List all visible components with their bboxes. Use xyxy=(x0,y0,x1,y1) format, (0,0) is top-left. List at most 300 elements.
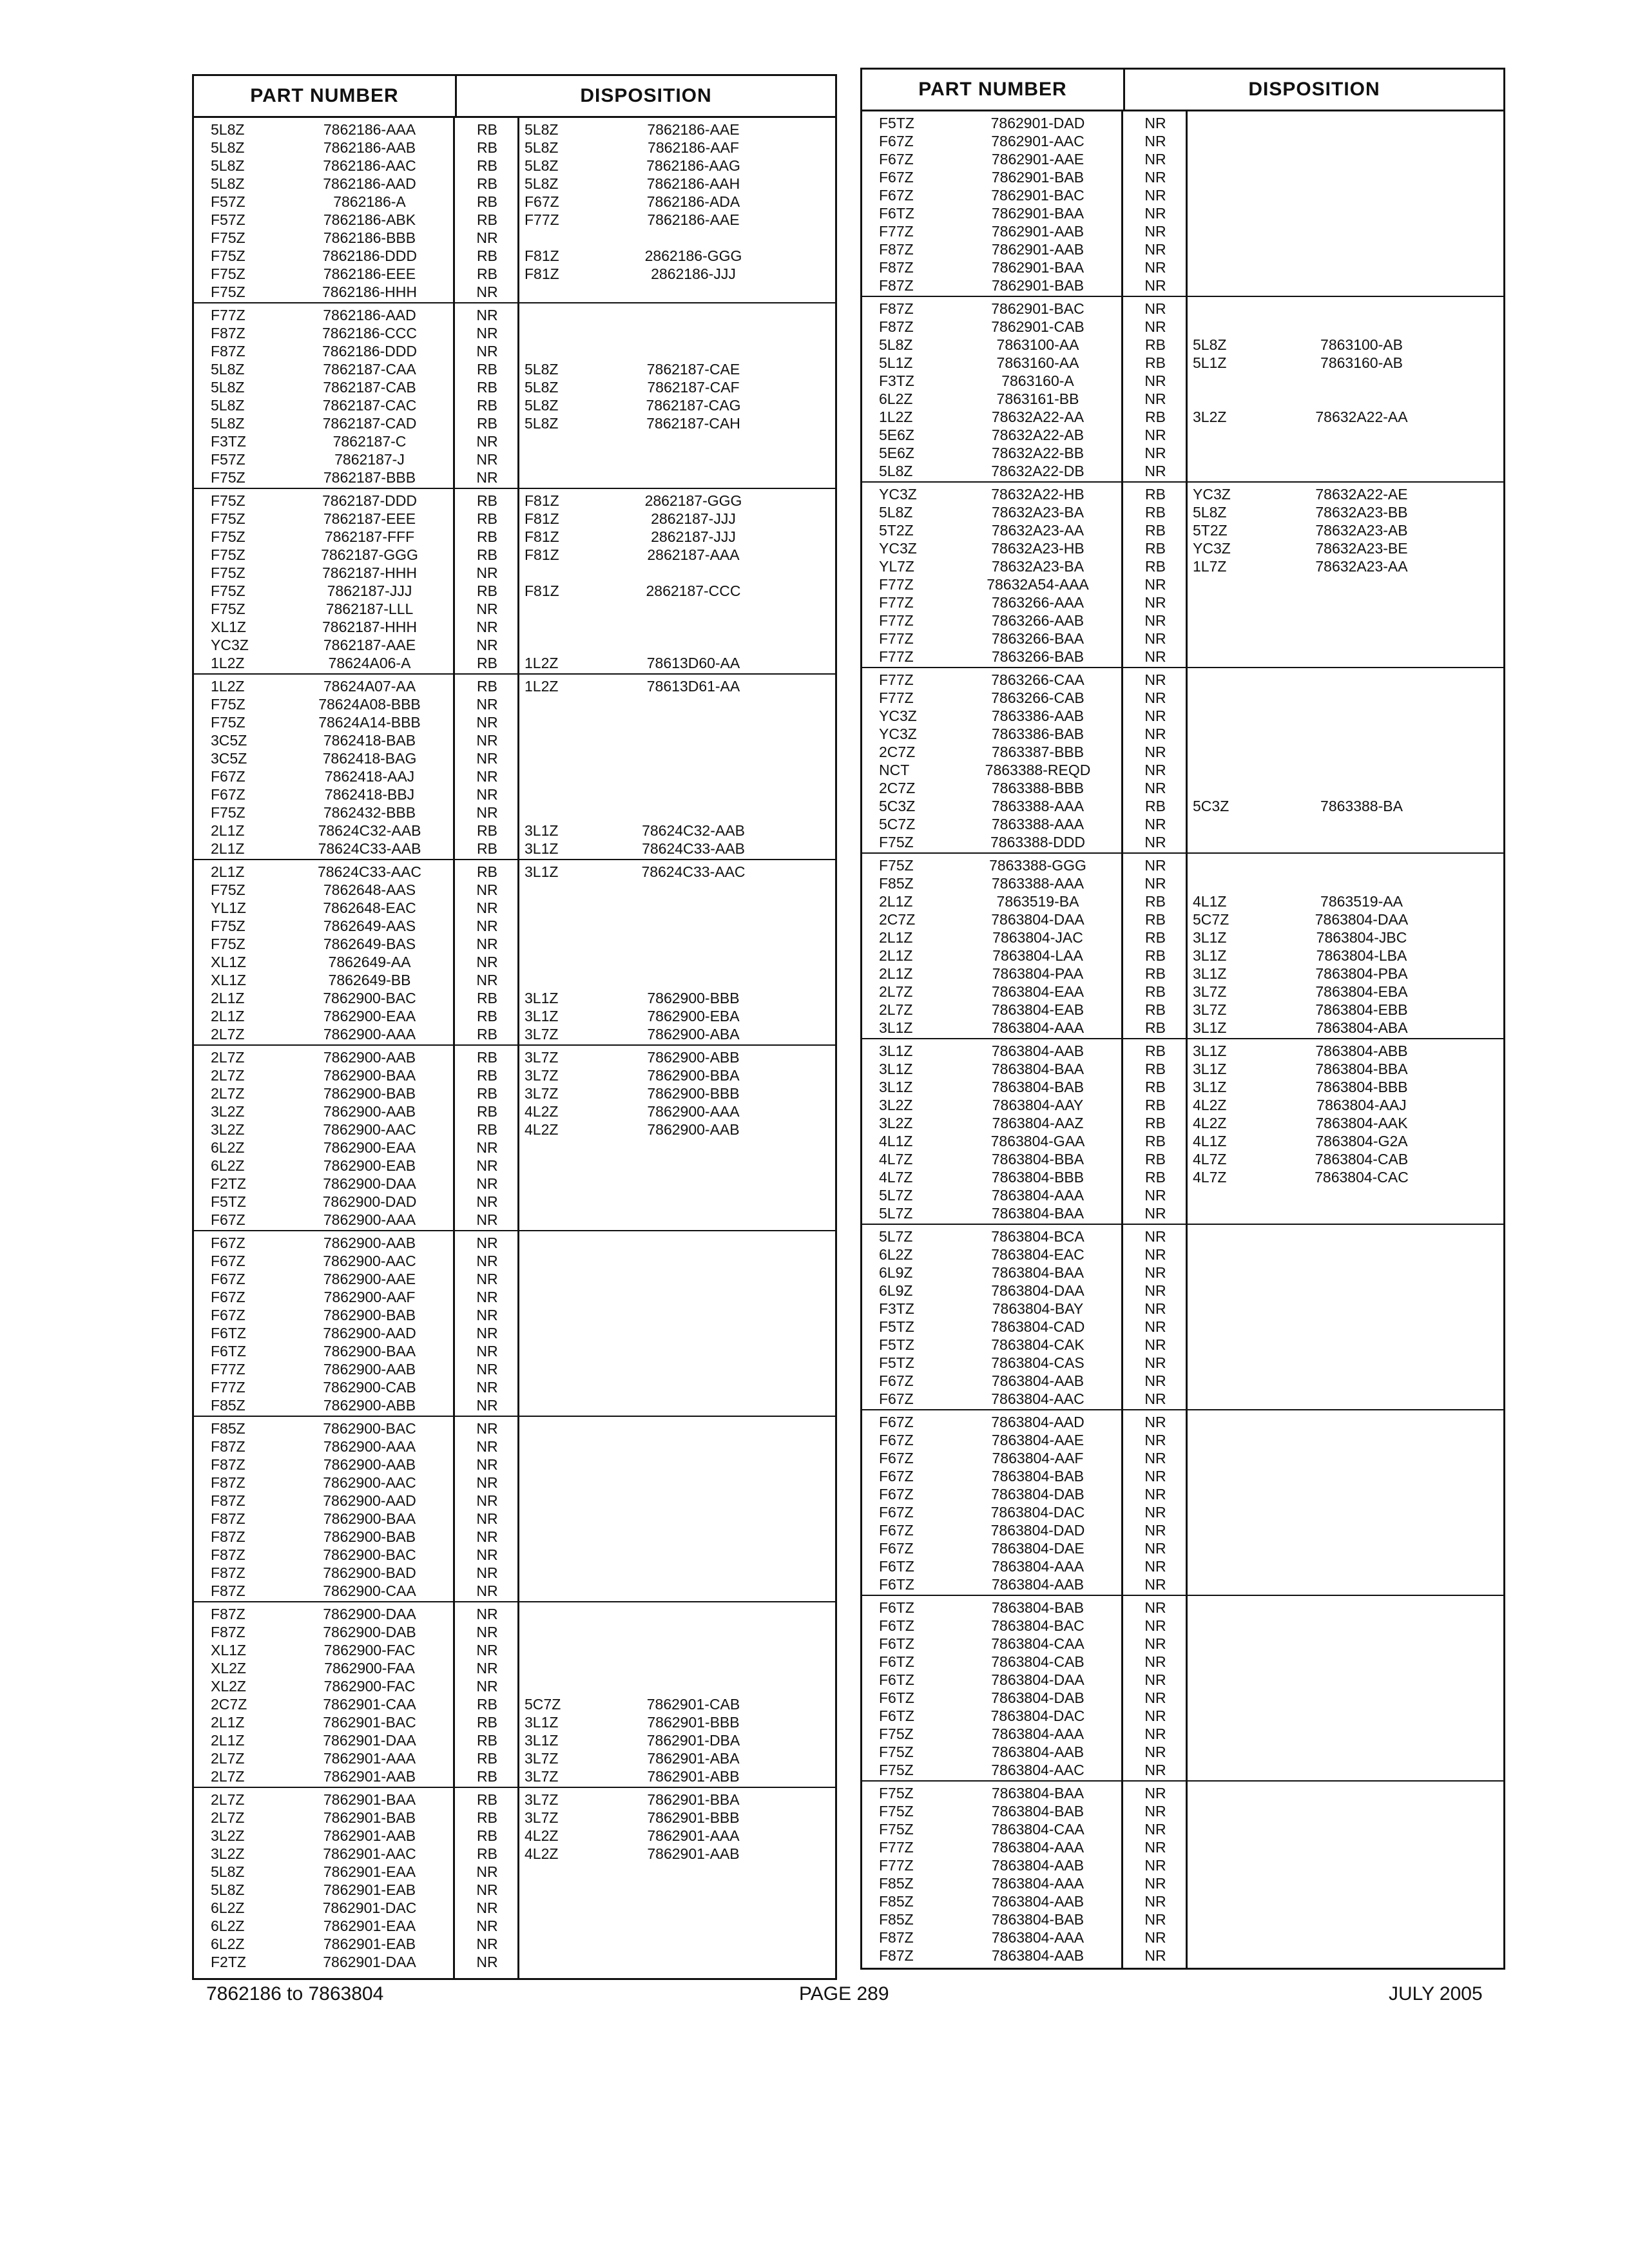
model-code: F67Z xyxy=(879,150,914,168)
disposition-status: NR xyxy=(476,450,498,468)
table-row xyxy=(862,132,1503,150)
part-number: 7862901-BAC xyxy=(991,300,1084,317)
disposition-status: RB xyxy=(477,1749,497,1767)
table-row xyxy=(862,444,1503,462)
replacement-part-number: 7863804-EBA xyxy=(1315,983,1408,1000)
part-number: 7862901-AAE xyxy=(991,150,1084,168)
part-number: 7863804-BAB xyxy=(991,1910,1084,1928)
disposition-status: NR xyxy=(1144,444,1166,461)
model-code: F87Z xyxy=(211,1546,246,1563)
part-number: 7863804-BAA xyxy=(991,1264,1084,1281)
part-number: 7862900-AAA xyxy=(323,1025,416,1043)
table-row xyxy=(194,1659,835,1677)
disposition-status: RB xyxy=(477,175,497,192)
row-group xyxy=(194,118,835,303)
disposition-status: NR xyxy=(1144,1245,1166,1263)
part-number: 7862901-BAA xyxy=(991,204,1084,222)
model-code: F67Z xyxy=(879,1539,914,1557)
disposition-status: RB xyxy=(477,510,497,527)
part-number: 7862186-BBB xyxy=(323,229,416,246)
part-number: 7863804-AAY xyxy=(992,1096,1084,1113)
disposition-status: NR xyxy=(1144,1892,1166,1910)
table-row xyxy=(862,1132,1503,1150)
disposition-status: NR xyxy=(476,1528,498,1545)
disposition-status: NR xyxy=(476,1456,498,1473)
part-number: 7862648-EAC xyxy=(323,899,416,916)
table-row xyxy=(194,1695,835,1713)
replacement-part-number: 7862900-AAB xyxy=(647,1120,740,1138)
replacement-part-number: 7863804-CAB xyxy=(1315,1150,1409,1168)
table-row xyxy=(862,1784,1503,1802)
replacement-model-code: 3L1Z xyxy=(1193,947,1227,964)
part-number: 7863100-AA xyxy=(996,336,1079,353)
part-number: 7862649-AA xyxy=(328,953,411,970)
disposition-status: RB xyxy=(477,360,497,378)
disposition-status: RB xyxy=(1145,539,1166,557)
part-number: 7862648-AAS xyxy=(323,881,416,898)
part-number: 7862900-AAB xyxy=(323,1456,416,1473)
part-number: 7862900-ABB xyxy=(323,1396,416,1414)
replacement-part-number: 7862187-CAE xyxy=(646,360,740,378)
disposition-status: NR xyxy=(476,324,498,341)
part-number: 7863804-BAA xyxy=(991,1060,1084,1077)
model-code: 1L2Z xyxy=(211,654,245,671)
part-number: 7863804-EAB xyxy=(991,1001,1084,1018)
replacement-part-number: 7863804-LBA xyxy=(1316,947,1407,964)
part-number: 7863804-LAA xyxy=(992,947,1083,964)
disposition-status: NR xyxy=(1144,1204,1166,1222)
disposition-status: RB xyxy=(477,863,497,880)
part-number: 7862901-BAA xyxy=(323,1791,416,1808)
part-number: 7862901-DAC xyxy=(322,1899,417,1916)
disposition-status: NR xyxy=(1144,1336,1166,1353)
model-code: 2L1Z xyxy=(211,863,245,880)
model-code: 2L1Z xyxy=(211,822,245,839)
replacement-part-number: 7862901-AAA xyxy=(647,1827,740,1844)
table-row xyxy=(194,1084,835,1102)
part-number: 7862187-J xyxy=(334,450,405,468)
part-number: 7862901-EAB xyxy=(323,1935,416,1952)
model-code: F87Z xyxy=(211,1437,246,1455)
table-row xyxy=(862,815,1503,833)
disposition-status: NR xyxy=(476,229,498,246)
replacement-model-code: 5L8Z xyxy=(1193,503,1227,521)
part-number: 7862418-BAG xyxy=(322,749,417,767)
row-group xyxy=(862,668,1503,854)
disposition-status: NR xyxy=(1144,1874,1166,1892)
disposition-status: RB xyxy=(1145,336,1166,353)
model-code: 3L2Z xyxy=(211,1827,245,1844)
disposition-status: NR xyxy=(1144,318,1166,335)
part-number: 78624A07-AA xyxy=(323,677,416,695)
table-row xyxy=(194,582,835,600)
table-row xyxy=(194,1953,835,1971)
part-number-header: PART NUMBER xyxy=(194,76,457,116)
model-code: F77Z xyxy=(211,306,246,323)
table-row xyxy=(194,618,835,636)
disposition-status: RB xyxy=(1145,983,1166,1000)
disposition-status: NR xyxy=(1144,132,1166,149)
disposition-status: NR xyxy=(1144,629,1166,647)
replacement-model-code: 5L8Z xyxy=(1193,336,1227,353)
part-number: 7862900-BAB xyxy=(323,1306,416,1323)
disposition-status: RB xyxy=(1145,1096,1166,1113)
model-code: F77Z xyxy=(879,1856,914,1874)
replacement-model-code: 5L8Z xyxy=(525,414,559,432)
table-row xyxy=(862,910,1503,928)
part-number: 78624A08-BBB xyxy=(318,695,421,713)
replacement-part-number: 7862901-DBA xyxy=(646,1731,740,1749)
part-number: 7862187-BBB xyxy=(323,468,416,486)
part-number: 7862900-EAA xyxy=(323,1007,416,1024)
table-row xyxy=(194,1546,835,1564)
model-code: 2C7Z xyxy=(879,910,916,928)
disposition-status: NR xyxy=(476,713,498,731)
table-row xyxy=(862,725,1503,743)
disposition-status: RB xyxy=(477,546,497,563)
part-number: 7862901-EAA xyxy=(323,1917,416,1934)
table-row xyxy=(194,1917,835,1935)
part-number: 7862900-DAD xyxy=(322,1193,417,1210)
model-code: F6TZ xyxy=(879,1689,914,1706)
model-code: F77Z xyxy=(879,1838,914,1856)
part-number: 7863388-DDD xyxy=(990,833,1086,850)
model-code: F67Z xyxy=(879,186,914,204)
part-number: 7863388-BBB xyxy=(991,779,1084,796)
replacement-model-code: 3L1Z xyxy=(525,840,559,857)
disposition-status: NR xyxy=(476,731,498,749)
model-code: F87Z xyxy=(879,318,914,335)
table-row xyxy=(194,1342,835,1360)
part-number: 7863388-REQD xyxy=(985,761,1091,778)
table-row xyxy=(194,600,835,618)
disposition-status: RB xyxy=(477,414,497,432)
part-number: 7862901-BAB xyxy=(323,1809,416,1826)
disposition-status: NR xyxy=(1144,186,1166,204)
part-number: 7862900-BAA xyxy=(323,1510,416,1527)
disposition-status: NR xyxy=(1144,725,1166,742)
disposition-status: NR xyxy=(1144,779,1166,796)
model-code: F75Z xyxy=(211,881,246,898)
replacement-part-number: 7862900-BBB xyxy=(647,989,740,1006)
disposition-status: NR xyxy=(476,785,498,803)
model-code: 2L1Z xyxy=(879,892,913,910)
table-row xyxy=(194,636,835,654)
model-code: 5C7Z xyxy=(879,815,916,832)
disposition-status: RB xyxy=(477,1066,497,1084)
part-number: 7862187-CAB xyxy=(323,378,416,396)
model-code: 5L8Z xyxy=(211,157,245,174)
table-row xyxy=(862,1485,1503,1503)
model-code: F67Z xyxy=(879,1431,914,1448)
model-code: 5L8Z xyxy=(211,139,245,156)
table-row xyxy=(862,1575,1503,1593)
model-code: 3C5Z xyxy=(211,749,247,767)
table-row xyxy=(862,1372,1503,1390)
part-number: 7862900-AAC xyxy=(323,1474,416,1491)
model-code: F57Z xyxy=(211,193,246,210)
model-code: F87Z xyxy=(211,1623,246,1640)
disposition-status: RB xyxy=(1145,965,1166,982)
model-code: F77Z xyxy=(879,671,914,688)
part-number: 78632A22-DB xyxy=(991,462,1084,479)
model-code: YL1Z xyxy=(211,899,246,916)
replacement-part-number: 7862900-BBA xyxy=(647,1066,740,1084)
table-row xyxy=(862,856,1503,874)
model-code: 2L1Z xyxy=(879,965,913,982)
disposition-status: NR xyxy=(476,1157,498,1174)
model-code: YC3Z xyxy=(211,636,249,653)
replacement-part-number: 7863804-EBB xyxy=(1315,1001,1408,1018)
model-code: 6L2Z xyxy=(879,390,913,407)
model-code: F75Z xyxy=(879,1784,914,1802)
disposition-status: RB xyxy=(477,139,497,156)
table-row xyxy=(194,1528,835,1546)
disposition-status: NR xyxy=(1144,1186,1166,1204)
replacement-model-code: F81Z xyxy=(525,528,559,545)
table-row xyxy=(862,114,1503,132)
part-number: 78632A54-AAA xyxy=(987,575,1089,593)
disposition-status: NR xyxy=(1144,743,1166,760)
disposition-status: RB xyxy=(1145,408,1166,425)
part-number: 7862187-LLL xyxy=(325,600,414,617)
replacement-part-number: 78632A23-BE xyxy=(1315,539,1408,557)
part-number: 7863266-BAB xyxy=(991,648,1084,665)
disposition-status: NR xyxy=(1144,222,1166,240)
table-row xyxy=(194,1437,835,1456)
table-row xyxy=(862,1204,1503,1222)
part-number: 7863804-BAB xyxy=(991,1802,1084,1820)
part-number: 78632A22-BB xyxy=(991,444,1084,461)
part-number: 7862901-CAA xyxy=(323,1695,416,1713)
part-number: 7862901-AAB xyxy=(991,222,1084,240)
table-row xyxy=(194,468,835,486)
table-row xyxy=(194,1899,835,1917)
table-row xyxy=(862,372,1503,390)
part-number: 7863387-BBB xyxy=(991,743,1084,760)
part-number: 7862186-HHH xyxy=(322,283,418,300)
disposition-status: NR xyxy=(1144,1725,1166,1742)
replacement-model-code: F77Z xyxy=(525,211,559,228)
disposition-status: NR xyxy=(1144,1653,1166,1670)
table-row xyxy=(862,300,1503,318)
disposition-status: NR xyxy=(1144,1318,1166,1335)
model-code: F87Z xyxy=(879,258,914,276)
disposition-status: NR xyxy=(476,1139,498,1156)
replacement-model-code: 3L7Z xyxy=(525,1048,559,1066)
part-number: 7863804-DAA xyxy=(991,1671,1084,1688)
table-row xyxy=(194,1492,835,1510)
table-row xyxy=(862,689,1503,707)
table-row xyxy=(862,761,1503,779)
disposition-status: RB xyxy=(1145,1019,1166,1036)
table-row xyxy=(862,983,1503,1001)
table-row xyxy=(862,1743,1503,1761)
table-row xyxy=(862,1946,1503,1965)
table-row xyxy=(862,1820,1503,1838)
part-number: 7862186-AAD xyxy=(323,175,416,192)
disposition-status: NR xyxy=(1144,689,1166,706)
model-code: F77Z xyxy=(879,629,914,647)
table-row xyxy=(862,1467,1503,1485)
disposition-status: NR xyxy=(1144,276,1166,294)
model-code: F87Z xyxy=(879,1928,914,1946)
model-code: 5E6Z xyxy=(879,444,914,461)
part-number: 7863388-AAA xyxy=(991,797,1084,814)
disposition-status: RB xyxy=(1145,354,1166,371)
table-row xyxy=(194,1396,835,1414)
replacement-part-number: 7862186-ADA xyxy=(646,193,740,210)
replacement-model-code: 4L2Z xyxy=(525,1120,559,1138)
table-row xyxy=(862,1001,1503,1019)
part-number: 7863804-AAB xyxy=(991,1946,1084,1964)
part-number: 7862901-BAC xyxy=(323,1713,416,1731)
part-number: 7862900-AAB xyxy=(323,1360,416,1378)
disposition-status: NR xyxy=(476,1582,498,1599)
replacement-model-code: 3L1Z xyxy=(1193,928,1227,946)
replacement-part-number: 78632A23-AA xyxy=(1315,557,1408,575)
model-code: 5C3Z xyxy=(879,797,916,814)
part-number: 7862901-AAC xyxy=(323,1845,416,1862)
part-number: 7862901-AAB xyxy=(323,1827,416,1844)
part-number: 7863804-AAA xyxy=(991,1557,1084,1575)
disposition-status: NR xyxy=(476,618,498,635)
model-code: F6TZ xyxy=(211,1324,246,1341)
model-code: 3L2Z xyxy=(211,1102,245,1120)
model-code: F67Z xyxy=(211,1270,246,1287)
disposition-status: NR xyxy=(476,1917,498,1934)
table-row xyxy=(194,1048,835,1066)
disposition-header: DISPOSITION xyxy=(580,85,712,106)
part-number: 7863804-AAB xyxy=(991,1372,1084,1389)
model-code: F67Z xyxy=(211,1234,246,1251)
model-code: F6TZ xyxy=(879,1599,914,1616)
table-row xyxy=(194,157,835,175)
disposition-status: NR xyxy=(1144,150,1166,168)
disposition-status: NR xyxy=(476,1360,498,1378)
part-number: 7862900-AAC xyxy=(323,1120,416,1138)
disposition-status: NR xyxy=(1144,1557,1166,1575)
disposition-status: NR xyxy=(1144,1617,1166,1634)
disposition-status: NR xyxy=(476,899,498,916)
disposition-status: NR xyxy=(1144,671,1166,688)
table-row xyxy=(862,336,1503,354)
model-code: F75Z xyxy=(879,1820,914,1838)
model-code: F75Z xyxy=(879,1802,914,1820)
part-number: 7862900-AAF xyxy=(323,1288,416,1305)
model-code: 5L8Z xyxy=(211,378,245,396)
disposition-status: NR xyxy=(476,881,498,898)
part-number: 7863804-DAB xyxy=(991,1689,1084,1706)
table-row xyxy=(194,1120,835,1139)
part-number: 7863804-CAA xyxy=(991,1820,1084,1838)
disposition-status: RB xyxy=(1145,797,1166,814)
part-number: 7863804-BAA xyxy=(991,1784,1084,1802)
part-number: 7862900-DAA xyxy=(323,1175,416,1192)
part-number: 7863804-AAA xyxy=(991,1838,1084,1856)
part-number: 7862900-EAB xyxy=(323,1157,416,1174)
part-number: 7862900-DAA xyxy=(323,1605,416,1622)
disposition-status: RB xyxy=(477,378,497,396)
row-group xyxy=(862,483,1503,668)
model-code: 2L7Z xyxy=(211,1066,245,1084)
model-code: 2L7Z xyxy=(211,1025,245,1043)
table-row xyxy=(194,1360,835,1378)
part-number: 7863804-DAA xyxy=(991,910,1084,928)
replacement-part-number: 78613D61-AA xyxy=(646,677,740,695)
disposition-status: RB xyxy=(477,1713,497,1731)
part-number: 7863804-EAC xyxy=(991,1245,1084,1263)
replacement-model-code: 3L7Z xyxy=(525,1749,559,1767)
disposition-status: NR xyxy=(476,1605,498,1622)
part-number: 7862901-EAB xyxy=(323,1881,416,1898)
model-code: F87Z xyxy=(211,1605,246,1622)
model-code: F75Z xyxy=(211,468,246,486)
model-code: F75Z xyxy=(211,600,246,617)
replacement-part-number: 2862187-JJJ xyxy=(651,528,736,545)
disposition-status: NR xyxy=(476,306,498,323)
replacement-part-number: 7863519-AA xyxy=(1320,892,1403,910)
part-number: 7863804-AAC xyxy=(991,1761,1084,1778)
table-row xyxy=(862,1856,1503,1874)
disposition-status: NR xyxy=(1144,1635,1166,1652)
table-row xyxy=(194,1935,835,1953)
table-row xyxy=(194,283,835,301)
disposition-status: RB xyxy=(477,677,497,695)
model-code: 2L7Z xyxy=(211,1809,245,1826)
disposition-status: RB xyxy=(1145,485,1166,503)
model-code: 5L8Z xyxy=(211,1863,245,1880)
table-row xyxy=(194,1845,835,1863)
disposition-status: RB xyxy=(1145,910,1166,928)
disposition-status: NR xyxy=(1144,390,1166,407)
table-row xyxy=(862,1390,1503,1408)
disposition-status: RB xyxy=(1145,503,1166,521)
part-number: 7863388-GGG xyxy=(989,856,1086,874)
part-number: 7862186-EEE xyxy=(323,265,416,282)
disposition-status: NR xyxy=(476,1546,498,1563)
replacement-model-code: 3L1Z xyxy=(525,822,559,839)
disposition-status: NR xyxy=(476,1211,498,1228)
part-number: 7863388-AAA xyxy=(991,874,1084,892)
table-row xyxy=(194,414,835,432)
table-row xyxy=(194,1102,835,1120)
table-row xyxy=(194,677,835,695)
replacement-part-number: 2862186-GGG xyxy=(644,247,742,264)
model-code: YC3Z xyxy=(879,485,917,503)
model-code: F67Z xyxy=(211,1252,246,1269)
part-number: 7863804-CAK xyxy=(991,1336,1084,1353)
part-number: 7862901-AAB xyxy=(323,1767,416,1785)
disposition-status: RB xyxy=(1145,1132,1166,1149)
part-number: 7863804-CAD xyxy=(990,1318,1085,1335)
replacement-model-code: YC3Z xyxy=(1193,485,1231,503)
table-row xyxy=(862,593,1503,611)
model-code: 6L2Z xyxy=(211,1917,245,1934)
model-code: F77Z xyxy=(879,575,914,593)
disposition-status: NR xyxy=(1144,1707,1166,1724)
model-code: 5L7Z xyxy=(879,1204,913,1222)
model-code: F5TZ xyxy=(879,1354,914,1371)
model-code: F6TZ xyxy=(879,1575,914,1593)
replacement-part-number: 7862901-BBA xyxy=(647,1791,740,1808)
disposition-status: NR xyxy=(1144,1372,1166,1389)
part-number: 7862186-A xyxy=(333,193,406,210)
disposition-status: NR xyxy=(1144,874,1166,892)
table-row xyxy=(862,1635,1503,1653)
disposition-status: NR xyxy=(476,1324,498,1341)
part-number: 7863804-AAA xyxy=(991,1019,1084,1036)
